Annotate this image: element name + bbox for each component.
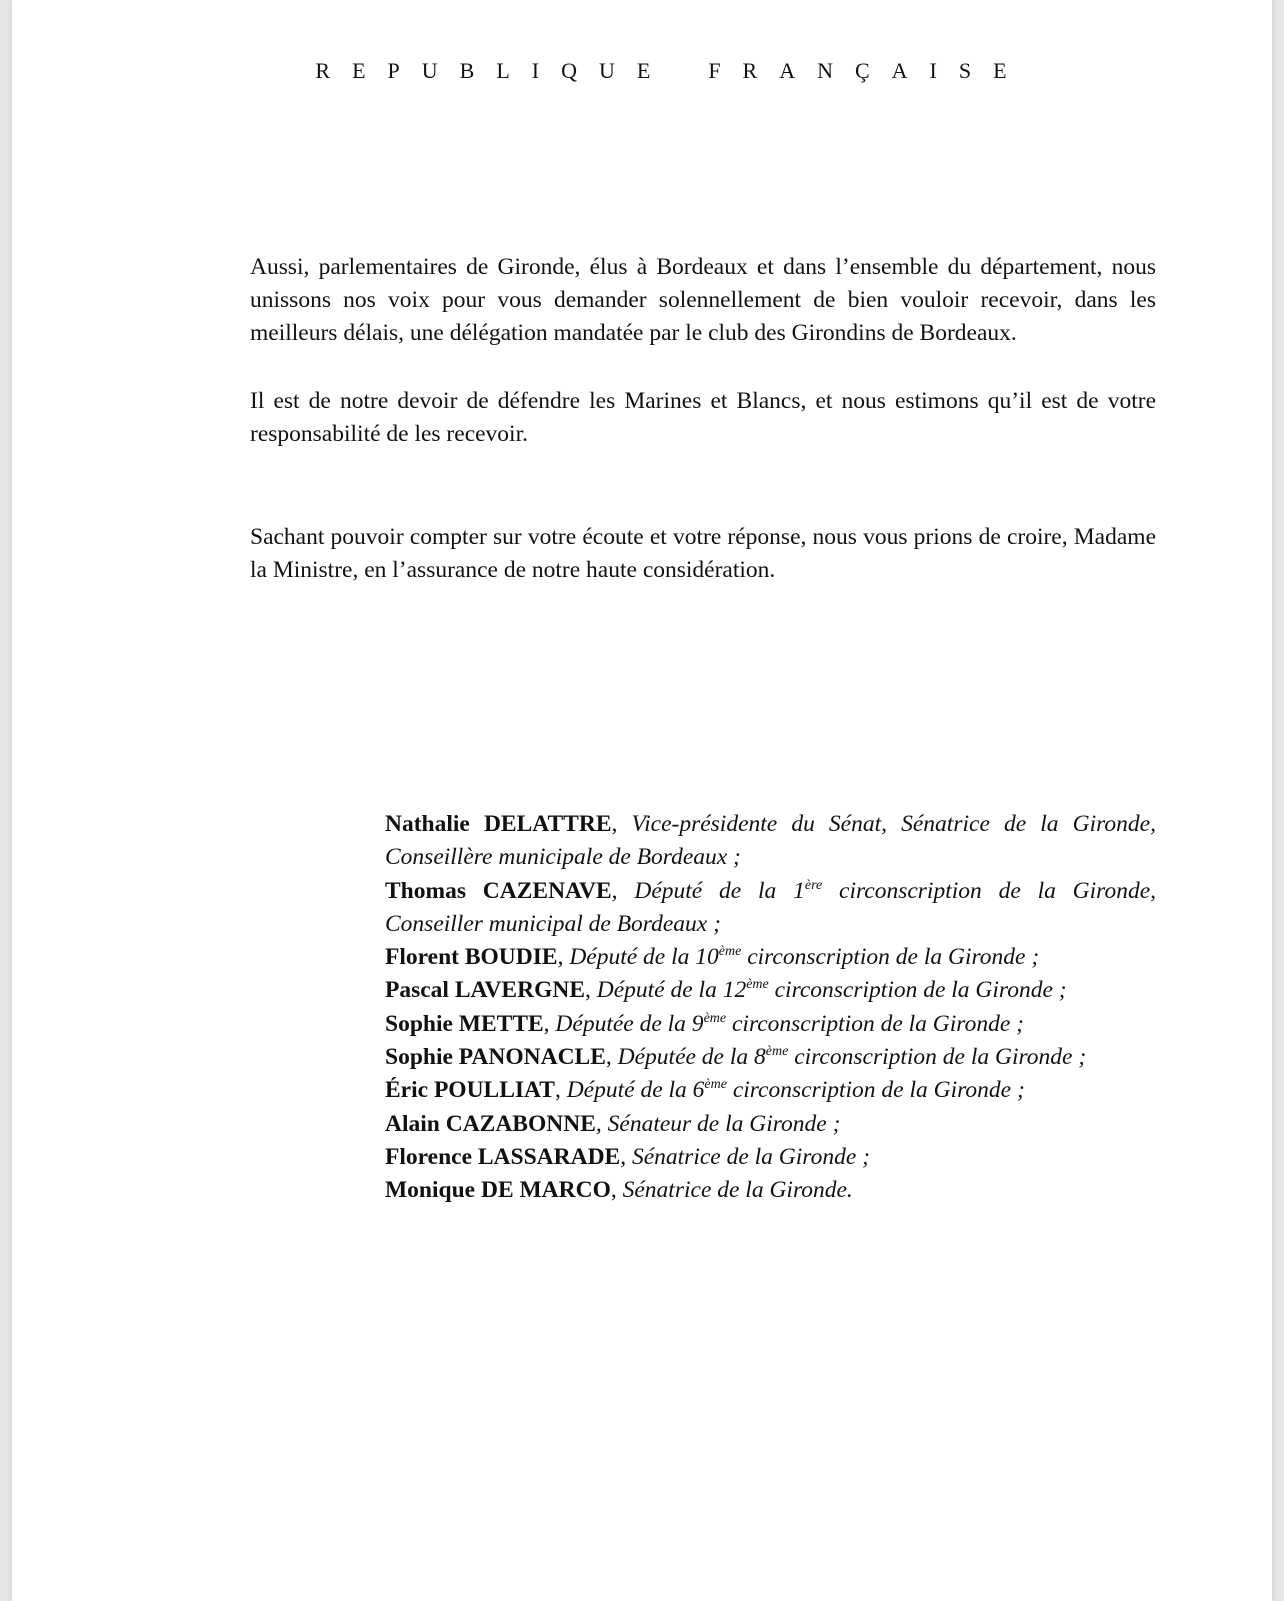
signatory: Éric POULLIAT, Député de la 6ème circonscription de la Gironde ; — [385, 1077, 1025, 1104]
paragraph-request: Aussi, parlementaires de Gironde, élus à Bordeaux et dans l’ensemble du département, nous unissons nos voix pour vous demander solennellement de bien vouloir recevoir, dans les meilleurs délais, une délégation mandatée par le club des Girondins de Bordeaux. — [250, 254, 1156, 346]
signatory: Nathalie DELATTRE, Vice-présidente du Sénat, Sénatrice de la Gironde, Conseillère municipale de Bordeaux ; — [385, 811, 1156, 871]
signatory-name: Nathalie DELATTRE — [385, 811, 612, 837]
signatory: Pascal LAVERGNE, Député de la 12ème circonscription de la Gironde ; — [385, 977, 1067, 1004]
letterhead-word-republique: REPUBLIQUE — [315, 58, 673, 83]
letterhead-word-francaise: FRANÇAISE — [708, 58, 1029, 83]
signatory-name: Alain CAZABONNE — [385, 1110, 596, 1137]
signatory-name: Monique DE MARCO — [385, 1177, 611, 1204]
signatory: Sophie METTE, Députée de la 9ème circonscription de la Gironde ; — [385, 1010, 1024, 1037]
signatories-list — [385, 808, 1156, 1208]
signatory-role: Député de la 1ère circonscription de la Gironde, Conseiller municipal de Bordeaux ; — [385, 877, 1157, 937]
signatory: Florence LASSARADE, Sénatrice de la Gironde ; — [385, 1143, 870, 1170]
signatory-name: Florence LASSARADE — [385, 1143, 621, 1170]
paragraph-closing: Sachant pouvoir compter sur votre écoute et votre réponse, nous vous prions de croire, Madame la Ministre, en l’assurance de notre haute considération. — [250, 524, 1156, 583]
signatory-role: Vice-présidente du Sénat, Sénatrice de la Gironde, Conseillère municipale de Bordeaux ; — [385, 811, 1156, 871]
signatory-name: Pascal LAVERGNE — [385, 977, 585, 1004]
signatory: Monique DE MARCO, Sénatrice de la Gironde. — [385, 1177, 853, 1204]
signatory: Thomas CAZENAVE, Député de la 1ère circonscription de la Gironde, Conseiller municipal de Bordeaux ; — [385, 877, 1157, 937]
signatory-name: Sophie METTE — [385, 1010, 544, 1037]
signatory-role: Sénatrice de la Gironde. — [622, 1177, 853, 1204]
signatory-role: Députée de la 9ème circonscription de la Gironde ; — [555, 1010, 1024, 1037]
letterhead — [12, 58, 1272, 84]
paragraph-duty: Il est de notre devoir de défendre les Marines et Blancs, et nous estimons qu’il est de votre responsabilité de les recevoir. — [250, 388, 1156, 447]
signatory: Alain CAZABONNE, Sénateur de la Gironde ; — [385, 1110, 841, 1137]
signatory-role: Député de la 10ème circonscription de la Gironde ; — [569, 944, 1040, 971]
signatory-role: Député de la 6ème circonscription de la Gironde ; — [566, 1077, 1025, 1104]
signatory-name: Sophie PANONACLE — [385, 1044, 606, 1071]
signatory-name: Thomas CAZENAVE — [385, 877, 612, 904]
signatory-role: Sénatrice de la Gironde ; — [631, 1143, 870, 1170]
signatory-role: Député de la 12ème circonscription de la Gironde ; — [596, 977, 1067, 1004]
signatory-name: Florent BOUDIE — [385, 944, 558, 971]
document-page — [12, 0, 1272, 1601]
signatory-role: Députée de la 8ème circonscription de la Gironde ; — [617, 1044, 1087, 1071]
signatory-role: Sénateur de la Gironde ; — [607, 1110, 841, 1137]
signatory: Sophie PANONACLE, Députée de la 8ème circonscription de la Gironde ; — [385, 1044, 1087, 1071]
signatory: Florent BOUDIE, Député de la 10ème circonscription de la Gironde ; — [385, 944, 1040, 971]
signatory-name: Éric POULLIAT — [385, 1077, 555, 1104]
